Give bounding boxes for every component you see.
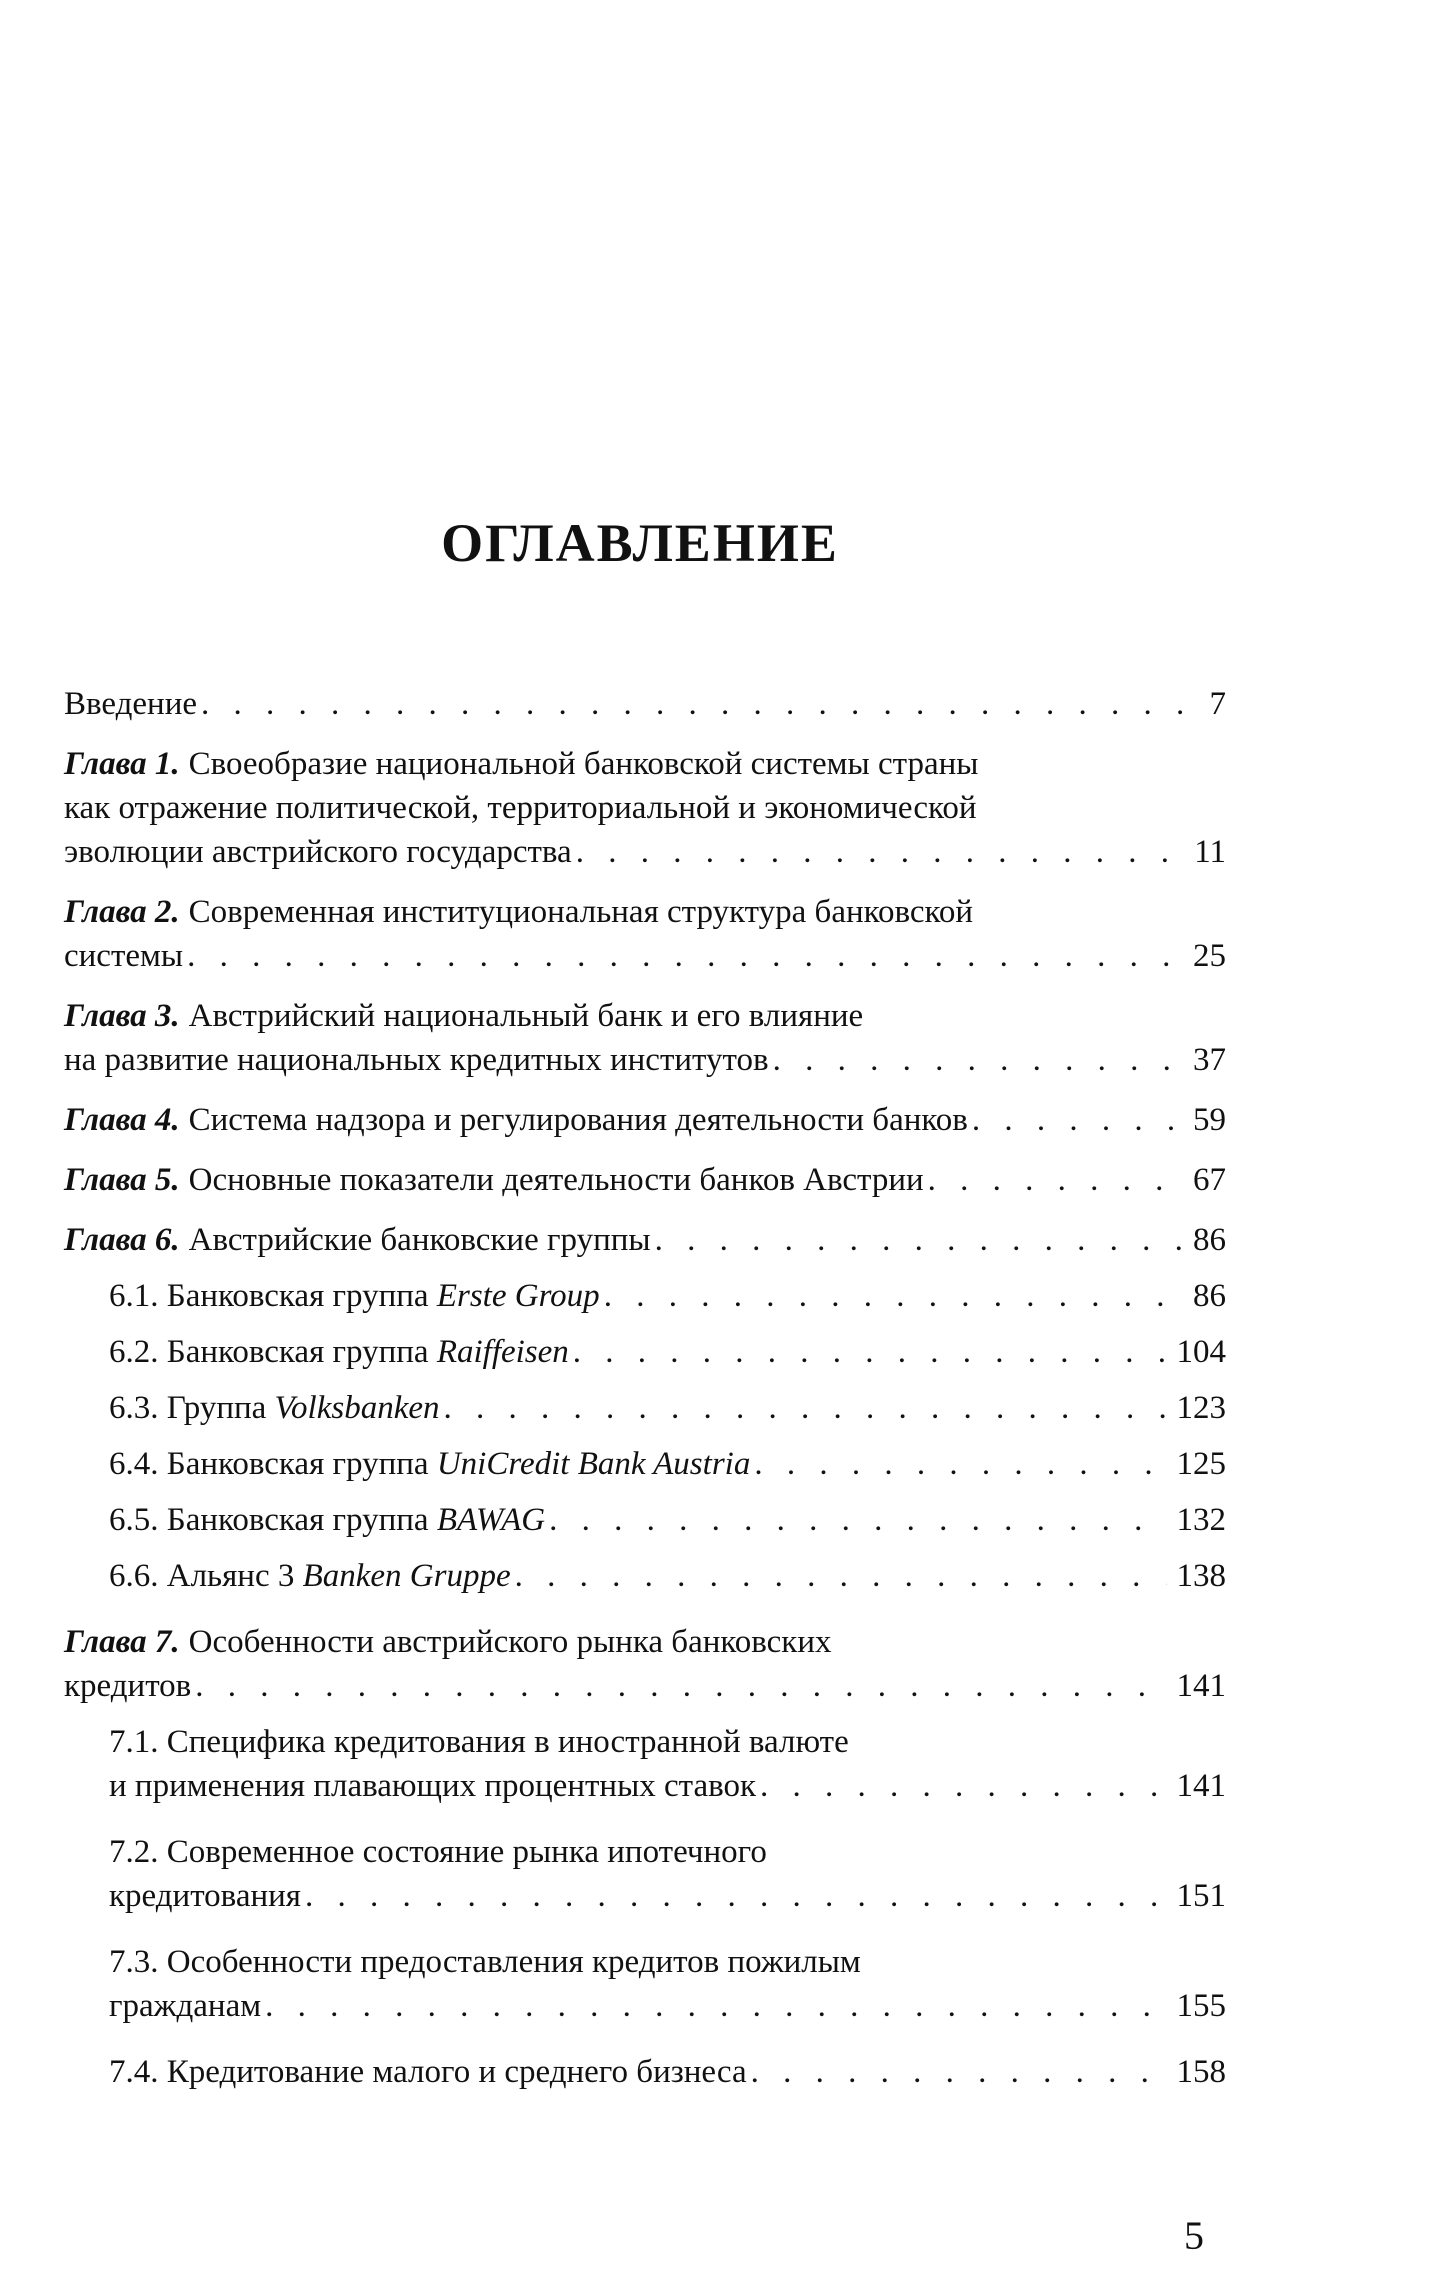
page-ref: 155 — [1176, 1988, 1226, 2024]
page-ref: 125 — [1176, 1446, 1226, 1482]
dot-leader — [760, 1764, 1167, 1808]
page-ref: 7 — [1209, 686, 1226, 722]
toc-entry-section-6-2[interactable] — [109, 1330, 1226, 1374]
chapter-label: Глава 5. — [64, 1162, 180, 1198]
dot-leader — [754, 1442, 1166, 1486]
page-title: ОГЛАВЛЕНИЕ — [441, 513, 839, 573]
dot-leader — [604, 1274, 1183, 1318]
chapter-label: Глава 7. — [64, 1624, 180, 1660]
page-ref: 141 — [1176, 1668, 1226, 1704]
entry-text: 6.3. Группа — [109, 1390, 275, 1426]
dot-leader — [576, 830, 1185, 874]
page-ref: 11 — [1194, 834, 1226, 870]
entry-text: 6.1. Банковская группа — [109, 1278, 437, 1314]
entry-text: 6.6. Альянс 3 — [109, 1558, 303, 1594]
page-ref: 138 — [1176, 1558, 1226, 1594]
page-ref: 59 — [1193, 1102, 1226, 1138]
dot-leader — [928, 1158, 1183, 1202]
page-number: 5 — [1184, 2213, 1204, 2258]
chapter-label: Глава 6. — [64, 1222, 180, 1258]
page-ref: 158 — [1176, 2054, 1226, 2090]
entry-text: Австрийский национальный банк и его влияние — [188, 998, 864, 1034]
toc-entry-section-7-1[interactable] — [109, 1720, 1226, 1808]
toc-entry-section-6-3[interactable] — [109, 1386, 1226, 1430]
entry-text: 6.5. Банковская группа — [109, 1502, 437, 1538]
dot-leader — [549, 1498, 1166, 1542]
toc-entry-section-7-2[interactable] — [109, 1830, 1226, 1918]
entry-text: кредитов — [64, 1668, 192, 1704]
toc-entry-section-7-4[interactable] — [109, 2050, 1226, 2094]
chapter-label: Глава 2. — [64, 894, 180, 930]
entry-text: системы — [64, 938, 184, 974]
toc-entry-section-7-3[interactable] — [109, 1940, 1226, 2028]
dot-leader — [655, 1218, 1183, 1262]
toc-entry-chapter-4[interactable] — [64, 1098, 1226, 1142]
chapter-label: Глава 4. — [64, 1102, 180, 1138]
page-ref: 25 — [1193, 938, 1226, 974]
entry-text: Основные показатели деятельности банков Австрии — [188, 1162, 924, 1198]
entry-name: Erste Group — [436, 1278, 600, 1314]
entry-text: Австрийские банковские группы — [188, 1222, 651, 1258]
entry-name: Volksbanken — [274, 1390, 440, 1426]
entry-text: Система надзора и регулирования деятельности банков — [188, 1102, 968, 1138]
dot-leader — [573, 1330, 1167, 1374]
entry-text: кредитования — [109, 1878, 301, 1914]
entry-text: Особенности австрийского рынка банковских — [188, 1624, 832, 1660]
dot-leader — [773, 1038, 1183, 1082]
entry-text: 7.1. Специфика кредитования в иностранной валюте — [109, 1724, 849, 1760]
dot-leader — [751, 2050, 1167, 2094]
entry-text: 6.4. Банковская группа — [109, 1446, 437, 1482]
toc-entry-chapter-1[interactable] — [64, 742, 1226, 874]
toc-entry-section-6-1[interactable] — [109, 1274, 1226, 1318]
dot-leader — [187, 934, 1183, 978]
dot-leader — [201, 682, 1199, 726]
chapter-label: Глава 3. — [64, 998, 180, 1034]
entry-name: Raiffeisen — [436, 1334, 569, 1370]
page-ref: 37 — [1193, 1042, 1226, 1078]
entry-name: UniCredit Bank Austria — [436, 1446, 751, 1482]
toc-entry-chapter-3[interactable] — [64, 994, 1226, 1082]
page-ref: 104 — [1176, 1334, 1226, 1370]
page-ref: 86 — [1193, 1222, 1226, 1258]
entry-text: 7.3. Особенности предоставления кредитов пожилым — [109, 1944, 861, 1980]
dot-leader — [195, 1664, 1166, 1708]
page-ref: 141 — [1176, 1768, 1226, 1804]
toc-entry-introduction[interactable] — [64, 682, 1226, 726]
dot-leader — [305, 1874, 1167, 1918]
entry-text: как отражение политической, территориальной и экономической — [64, 790, 977, 826]
entry-text: Своеобразие национальной банковской системы страны — [188, 746, 979, 782]
dot-leader — [515, 1554, 1167, 1598]
chapter-label: Глава 1. — [64, 746, 180, 782]
table-of-contents — [64, 682, 1226, 2116]
page-ref: 151 — [1176, 1878, 1226, 1914]
entry-name: BAWAG — [436, 1502, 546, 1538]
dot-leader — [265, 1984, 1166, 2028]
toc-entry-chapter-6[interactable] — [64, 1218, 1226, 1262]
toc-entry-chapter-5[interactable] — [64, 1158, 1226, 1202]
toc-entry-section-6-4[interactable] — [109, 1442, 1226, 1486]
toc-entry-chapter-7[interactable] — [64, 1620, 1226, 1708]
dot-leader — [444, 1386, 1167, 1430]
entry-text: гражданам — [109, 1988, 262, 2024]
entry-text: 7.2. Современное состояние рынка ипотечного — [109, 1834, 767, 1870]
page-ref: 132 — [1176, 1502, 1226, 1538]
entry-text: 7.4. Кредитование малого и среднего бизнеса — [109, 2054, 747, 2090]
page-ref: 67 — [1193, 1162, 1226, 1198]
entry-text: 6.2. Банковская группа — [109, 1334, 437, 1370]
entry-text: Современная институциональная структура банковской — [188, 894, 974, 930]
page-ref: 123 — [1176, 1390, 1226, 1426]
entry-name: Banken Gruppe — [302, 1558, 511, 1594]
toc-entry-chapter-2[interactable] — [64, 890, 1226, 978]
entry-text: и применения плавающих процентных ставок — [109, 1768, 756, 1804]
toc-entry-section-6-5[interactable] — [109, 1498, 1226, 1542]
entry-text: на развитие национальных кредитных институтов — [64, 1042, 769, 1078]
dot-leader — [972, 1098, 1183, 1142]
page-ref: 86 — [1193, 1278, 1226, 1314]
entry-text: эволюции австрийского государства — [64, 834, 572, 870]
entry-text: Введение — [64, 686, 198, 722]
toc-entry-section-6-6[interactable] — [109, 1554, 1226, 1598]
